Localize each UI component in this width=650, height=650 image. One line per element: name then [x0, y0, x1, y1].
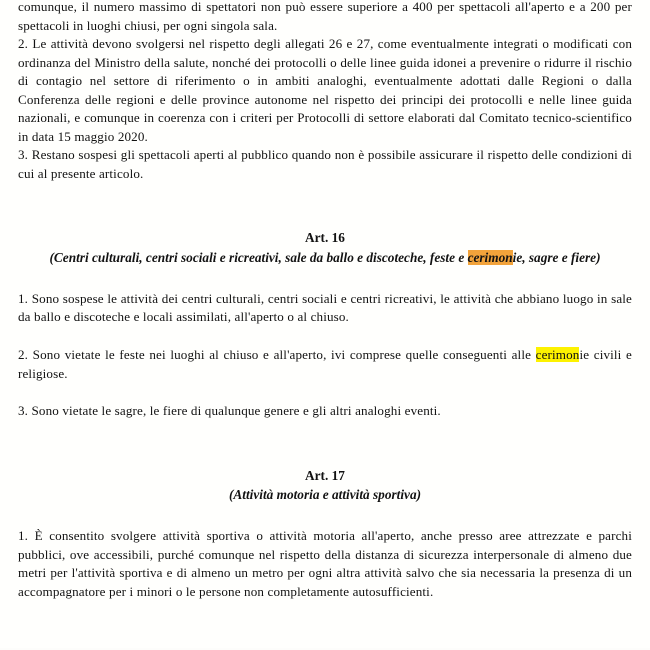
paragraph-3-spettacoli: 3. Restano sospesi gli spettacoli aperti al pubblico quando non è possibile assicurare il rispetto delle condizioni di cui al presente articolo.	[18, 147, 632, 181]
article-16-paragraph-1: 1. Sono sospese le attività dei centri culturali, centri sociali e centri ricreativi, le attività che abbiano luogo in sale da ballo e discoteche e locali assimilati, all'aperto o al chiuso.	[18, 290, 632, 325]
article-16-paragraph-2	[18, 346, 632, 383]
spacer-after-art16-subtitle	[18, 267, 632, 290]
spacer-before-art16	[18, 183, 632, 229]
spacer-art16-p2-p3	[18, 383, 632, 402]
top-section	[18, 0, 632, 183]
article-17-heading: Art. 17	[305, 467, 345, 483]
spacer-before-art17	[18, 421, 632, 467]
article-16-subtitle-part-1: (Centri culturali, centri sociali e ricreativi, sale da ballo e discoteche, feste e	[49, 249, 468, 265]
spacer-art16-p1-p2	[18, 327, 632, 346]
paragraph-2-spettacoli: 2. Le attività devono svolgersi nel rispetto degli allegati 26 e 27, come eventualmente integrati o modificati con ordinanza del Ministro della salute, nonché dei protocolli o delle linee guida idonei a prevenire o ridurre il rischio di contagio nel settore di riferimento o in ambiti analoghi, eventualmente adottati dalle Regioni o dalla Conferenza delle regioni e delle province autonome nel rispetto dei principi dei protocolli e nelle linee guida nazionali, e comunque in coerenza con i criteri per Protocolli di settore elaborati dal Comitato tecnico-scientifico in data 15 maggio 2020.	[18, 36, 632, 144]
article-17	[18, 467, 632, 602]
article-16-paragraph-2-part-1: 2. Sono vietate le feste nei luoghi al chiuso e all'aperto, ivi comprese quelle conseguenti alle	[18, 346, 536, 362]
article-16-paragraph-3: 3. Sono vietate le sagre, le fiere di qualunque genere e gli altri analoghi eventi.	[18, 403, 441, 419]
article-16-paragraph-2-highlight: cerimon	[535, 346, 580, 362]
article-16-heading: Art. 16	[305, 230, 345, 246]
article-17-subtitle: (Attività motoria e attività sportiva)	[228, 487, 422, 503]
article-16-paragraph-2-part-2: ie civili e religiose.	[18, 346, 632, 381]
article-16-subtitle-highlight: cerimon	[467, 249, 513, 265]
spacer-after-art17-subtitle	[18, 504, 632, 527]
article-16	[18, 229, 632, 420]
article-16-subtitle-part-2: ie, sagre e fiere)	[512, 249, 601, 265]
continued-paragraph: comunque, il numero massimo di spettatori non può essere superiore a 400 per spettacoli all'aperto e a 200 per spettacoli in luoghi chiusi, per ogni singola sala.	[18, 0, 632, 33]
article-16-subtitle	[18, 248, 632, 267]
article-17-paragraph-1: 1. È consentito svolgere attività sportiva o attività motoria all'aperto, anche presso aree attrezzate e parchi pubblici, ove accessibili, purché comunque nel rispetto della distanza di sicurezza interpersonale di almeno due metri per l'attività sportiva e di almeno un metro per ogni altra attività salvo che sia necessaria la presenza di un accompagnatore per i minori o le persone non completamente autosufficienti.	[18, 528, 632, 599]
